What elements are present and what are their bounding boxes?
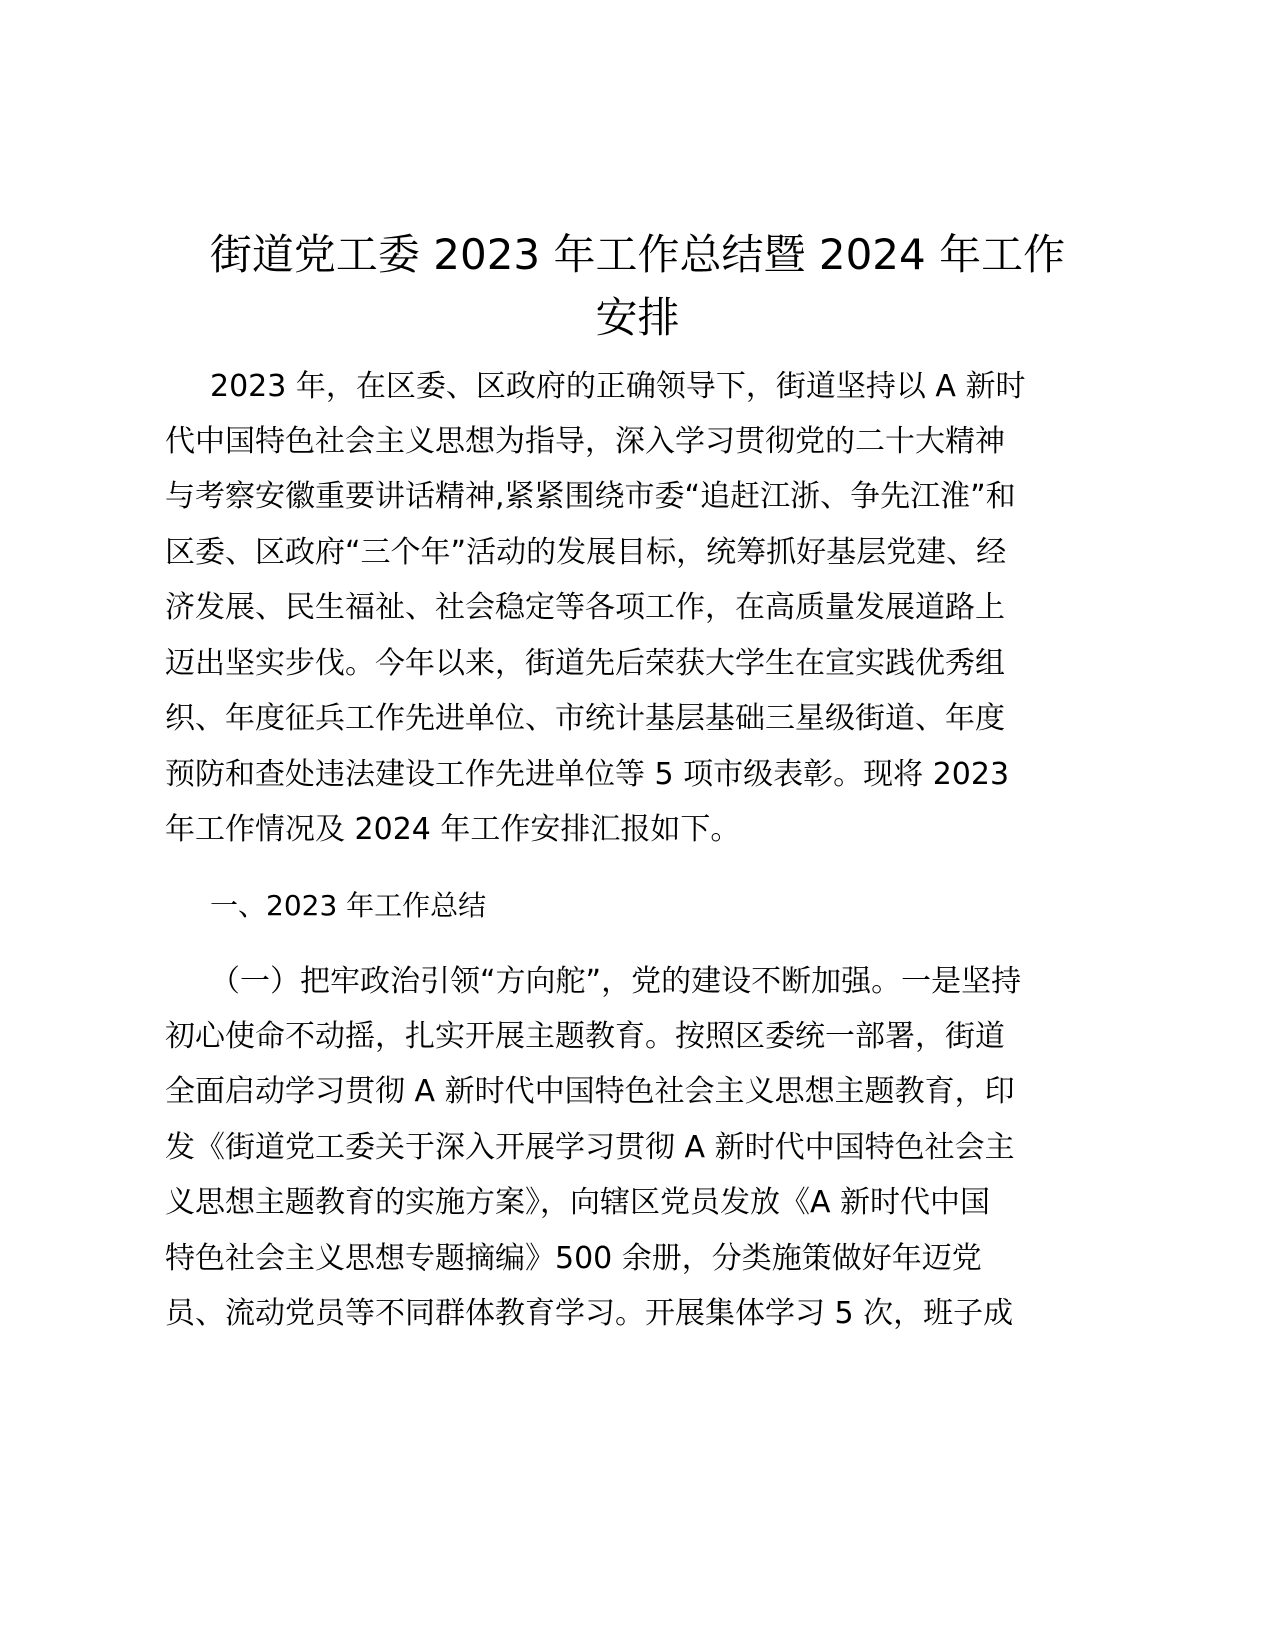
paragraph-2-line-7: 员、流动党员等不同群体教育学习。开展集体学习 5 次，班子成 <box>165 1296 1014 1331</box>
paragraph-1-line-3: 与考察安徽重要讲话精神,紧紧围绕市委“追赶江浙、争先江淮”和 <box>165 479 1016 514</box>
section-1-heading: 一、2023 年工作总结 <box>210 889 487 922</box>
paragraph-2-line-6: 特色社会主义思想专题摘编》500 余册，分类施策做好年迈党 <box>165 1241 982 1276</box>
paragraph-2-line-4: 发《街道党工委关于深入开展学习贯彻 A 新时代中国特色社会主 <box>165 1130 1015 1165</box>
paragraph-1-line-8: 预防和查处违法建设工作先进单位等 5 项市级表彰。现将 2023 <box>165 757 1010 792</box>
paragraph-2-line-2: 初心使命不动摇，扎实开展主题教育。按照区委统一部署，街道 <box>165 1019 1005 1054</box>
paragraph-1-line-5: 济发展、民生福祉、社会稳定等各项工作，在高质量发展道路上 <box>165 590 1005 625</box>
document-title-line-2: 安排 <box>595 293 680 342</box>
paragraph-1-line-2: 代中国特色社会主义思想为指导，深入学习贯彻党的二十大精神 <box>165 424 1005 459</box>
paragraph-2-line-3: 全面启动学习贯彻 A 新时代中国特色社会主义思想主题教育，印 <box>165 1074 1015 1109</box>
paragraph-2-line-1: （一）把牢政治引领“方向舵”，党的建设不断加强。一是坚持 <box>210 964 1022 999</box>
document-title-line-1: 街道党工委 2023 年工作总结暨 2024 年工作 <box>209 230 1066 279</box>
paragraph-1-line-6: 迈出坚实步伐。今年以来，街道先后荣获大学生在宣实践优秀组 <box>165 646 1005 681</box>
paragraph-1-line-4: 区委、区政府“三个年”活动的发展目标，统筹抓好基层党建、经 <box>165 535 1007 570</box>
paragraph-1-line-7: 织、年度征兵工作先进单位、市统计基层基础三星级街道、年度 <box>165 701 1005 736</box>
paragraph-1-line-1: 2023 年，在区委、区政府的正确领导下，街道坚持以 A 新时 <box>210 369 1026 404</box>
paragraph-2-line-5: 义思想主题教育的实施方案》，向辖区党员发放《A 新时代中国 <box>165 1185 991 1220</box>
paragraph-1-line-9: 年工作情况及 2024 年工作安排汇报如下。 <box>165 812 741 847</box>
